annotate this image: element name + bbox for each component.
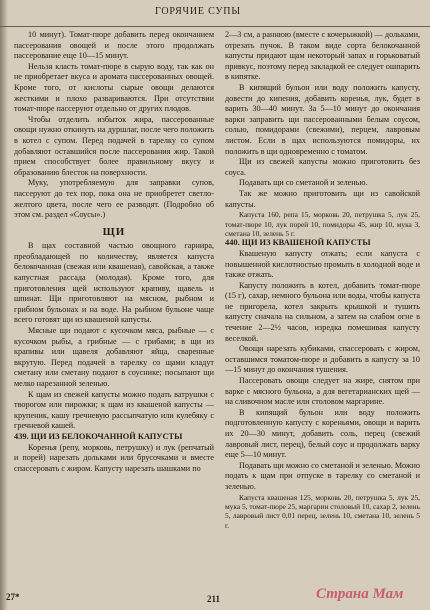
recipe-title-439: 439. ЩИ ИЗ БЕЛОКОЧАННОЙ КАПУСТЫ (14, 431, 183, 441)
paragraph: Пассеровать овощи следует на жире, снятом при варке с мясного бульона, а для вегетарианских щей — на сливочном масле или столовом маргарине. (225, 376, 420, 407)
right-column (225, 30, 420, 530)
paragraph: К щам из свежей капусты можно подать ватрушки с творогом или пирожки; к щам из квашеной капусты — крупеник, кашу гречневую рассыпчатую или кулебяку с гречневой кашей. (14, 389, 214, 431)
running-head: ГОРЯЧИЕ СУПЫ (155, 6, 241, 17)
paragraph: Подавать щи можно со сметаной и зеленью. Можно подать к щам при отпуске в тарелку со сметаной и зеленью. (225, 460, 420, 491)
left-column (14, 30, 214, 474)
paragraph: 10 минут). Томат-пюре добавить перед окончанием пассерования овощей и после этого продолжать пассерование еще 10—15 минут. (14, 30, 214, 61)
page-header (0, 0, 430, 27)
site-watermark: Страна Мам (316, 586, 404, 602)
recipe-title-440: 440. ЩИ ИЗ КВАШЕНОЙ КАПУСТЫ (225, 238, 371, 248)
paragraph: Коренья (репу, морковь, петрушку) и лук (репчатый и порей) нарезать дольками или брусочками и вместе спассеровать с жиром. Капусту нарезать шашками по (14, 442, 214, 473)
paragraph: Нельзя класть томат-пюре в сырую воду, так как он не приобретает вкуса и аромата пассерованных овощей. Кроме того, от кислоты сырые овощи делаются жесткими и плохо развариваются. При отсутствии томат-пюре пассеруют отдельно от других плодов. (14, 61, 214, 114)
signature-mark: 27* (6, 592, 20, 602)
section-title-shchi: ЩИ (102, 225, 126, 238)
paragraph: 2—3 см, а раннюю (вместе с кочерыжкой) — дольками, отрезать пучок. В таком виде сорта белокочанной капусты придают щам некоторый запах и горьковатый привкус, поэтому перед закладкой ее следует ошпарить в кипятке. (225, 30, 420, 82)
paragraph: Муку, употребляемую для заправки супов, пассеруют до тех пор, пока она не приобретет светло-желтого цвета, после чего ее разводят. (Подробно об этом см. раздел «Соусы».) (14, 178, 214, 220)
paragraph: Капусту положить в котел, добавить томат-пюре (15 г), сахар, немного бульона или воды, чтобы капуста не пригорела, котел закрыть крышкой и тушить капусту сначала на сильном, а затем на слабом огне в течение 2—2½ часов, изредка помешивая капусту веселкой. (225, 280, 420, 343)
paragraph: Чтобы отделить избыток жира, пассерованные овощи нужно откинуть на дуршлаг, после чего положить в котел с супом. Перед подачей в тарелку со супом добавляют оставшийся после пассерования жир. Такой прием способствует более правильному вкусу и образованию блесток на поверхности. (14, 114, 214, 177)
paragraph: Щи из свежей капусты можно приготовить без соуса. (225, 157, 420, 177)
paragraph: Квашеную капусту отжать; если капуста с повышенной кислотностью промыть в холодной воде и также отжать. (225, 248, 420, 280)
page-fold-shadow (0, 0, 8, 610)
page-number: 211 (207, 594, 221, 604)
ingredient-norms: Капуста 160, репа 15, морковь 20, петрушка 5, лук 25, томат-пюре 10, лук порей 10, помидоры 45, жир 10, мука 3, сметана 10, зелень 5 г. (225, 210, 420, 238)
paragraph: Овощи нарезать кубиками, спассеровать с жиром, оставшимся томатом-пюре и добавить в капусту за 10—15 минут до окончания тушения. (225, 344, 420, 375)
paragraph: Так же можно приготовить щи из савойской капусты. (225, 188, 420, 209)
paragraph: Подавать щи со сметаной и зеленью. (239, 178, 368, 188)
paragraph: В кипящий бульон или воду положить подготовленную капусту с кореньями, овощи и варить их 20—30 минут, добавить соль, перец (свежий лавровый лист, перец), белый соус и продолжать варку еще 5—10 минут. (225, 407, 420, 460)
paragraph: В щах составной частью овощного гарнира, преобладающей по количеству, является капуста белокочанная (свежая или квашеная), савойская, а также капустная рассада (молодая). Кроме того, для приготовления щей используют крапиву, щавель и шпинат. Щи приготовляют на мясном, рыбном и грибном бульонах и на воде. На рыбном бульоне чаще всего готовят щи из квашеной капусты. (14, 241, 214, 325)
ingredient-norms: Капуста квашеная 125, морковь 20, петрушка 5, лук 25, мука 5, томат-пюре 25, маргарин столовый 10, сахар 2, зелень 5, лавровый лист 0,01 перец, зелень 10, сметана 10, зелень 5 г. (225, 492, 420, 530)
paragraph: Мясные щи подают с кусочком мяса, рыбные — с кусочком рыбы, а грибные — с грибами; в щи из крапивы или щавеля добавляют яйца, сваренные вкрутую. Перед подачей в тарелку со щами кладут сметану или сметану подают в соуснике; посыпают щи мелко нарезанной зеленью. (14, 326, 214, 388)
paragraph: В кипящий бульон или воду положить капусту, довести до кипения, добавить коренья, лук, будет в варить 30—40 минут. За 5—10 минут до окончания варки заправить щи пассерованными белым соусом, солью, помидорами (свежими), перцем, лавровым листом. Если в щах используются помидоры, их положить в щи одновременно с томатом. (225, 82, 420, 156)
